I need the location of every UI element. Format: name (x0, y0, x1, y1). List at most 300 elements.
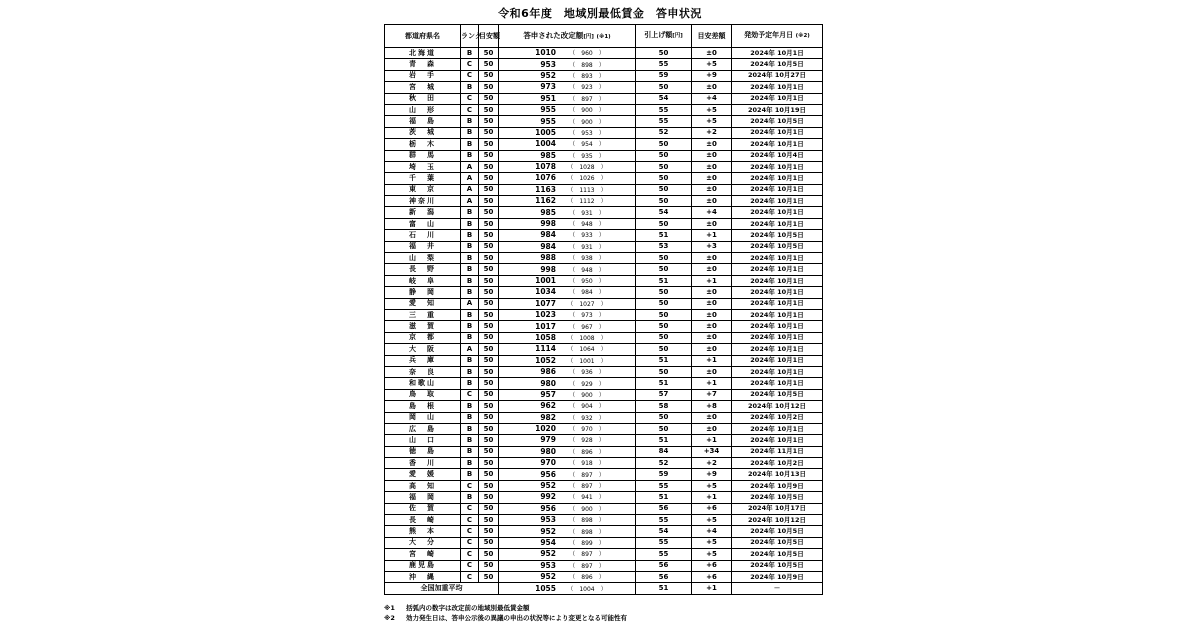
target-cell: 50 (479, 549, 499, 560)
previous-amount: （ 936 ） (569, 369, 605, 377)
table-row (385, 537, 823, 548)
previous-amount: （ 1008 ） (567, 334, 607, 342)
revised-amount: 1004 (535, 139, 556, 149)
increase-cell: 51 (636, 435, 692, 446)
table-row (385, 82, 823, 93)
revised-amount-cell (499, 537, 636, 548)
table-row (385, 230, 823, 241)
effective-date-cell: 2024年 10月5日 (732, 389, 823, 400)
increase-cell: 50 (636, 321, 692, 332)
previous-amount: （ 904 ） (569, 403, 605, 411)
effective-date-cell: 2024年 10月1日 (732, 355, 823, 366)
effective-date-cell: 2024年 10月1日 (732, 253, 823, 264)
rank-cell: B (461, 139, 479, 150)
increase-cell: 50 (636, 423, 692, 434)
previous-amount: （ 900 ） (569, 107, 605, 115)
average-row (385, 583, 823, 594)
effective-date-cell: 2024年 10月1日 (732, 344, 823, 355)
target-cell: 50 (479, 173, 499, 184)
revised-amount: 1052 (535, 355, 556, 365)
previous-amount: （ 897 ） (569, 551, 605, 559)
target-cell: 50 (479, 116, 499, 127)
effective-date-cell: 2024年 10月5日 (732, 116, 823, 127)
effective-date-cell: 2024年 10月5日 (732, 241, 823, 252)
target-cell: 50 (479, 503, 499, 514)
header-revised-label: 答申された改定額 (523, 30, 584, 40)
revised-amount-cell (499, 503, 636, 514)
header-prefecture: 都道府県名 (385, 25, 461, 48)
table-row (385, 458, 823, 469)
effective-date-cell: 2024年 10月1日 (732, 332, 823, 343)
revised-amount-cell (499, 93, 636, 104)
previous-amount: （ 954 ） (569, 141, 605, 149)
rank-cell: C (461, 104, 479, 115)
previous-amount: （ 970 ） (569, 426, 605, 434)
previous-amount: （ 933 ） (569, 232, 605, 240)
target-cell: 50 (479, 104, 499, 115)
revised-amount-cell (499, 127, 636, 138)
rank-cell: A (461, 173, 479, 184)
prefecture-name: 宮 城 (385, 82, 461, 93)
previous-amount: （ 897 ） (569, 471, 605, 479)
header-effective (732, 25, 823, 48)
table-row (385, 264, 823, 275)
previous-amount: （ 923 ） (569, 84, 605, 92)
table-row (385, 560, 823, 571)
target-cell: 50 (479, 537, 499, 548)
revised-amount-cell (499, 458, 636, 469)
revised-amount: 1020 (535, 424, 556, 434)
revised-amount: 998 (540, 264, 556, 274)
prefecture-name: 大 阪 (385, 344, 461, 355)
table-row (385, 332, 823, 343)
prefecture-name: 三 重 (385, 309, 461, 320)
revised-amount-cell (499, 526, 636, 537)
rank-cell: B (461, 446, 479, 457)
effective-date-cell: 2024年 10月5日 (732, 59, 823, 70)
increase-cell: 58 (636, 401, 692, 412)
effective-date-cell: 2024年 10月1日 (732, 366, 823, 377)
table-row (385, 503, 823, 514)
prefecture-name: 滋 賀 (385, 321, 461, 332)
revised-amount: 955 (540, 105, 556, 115)
average-label: 全国加重平均 (385, 583, 499, 594)
table-row (385, 184, 823, 195)
target-cell: 50 (479, 59, 499, 70)
increase-cell: 50 (636, 298, 692, 309)
increase-cell: 56 (636, 560, 692, 571)
rank-cell: C (461, 537, 479, 548)
revised-amount-cell (499, 560, 636, 571)
revised-amount-cell (499, 264, 636, 275)
revised-amount-cell (499, 571, 636, 582)
previous-amount: （ 950 ） (569, 278, 605, 285)
prefecture-name: 石 川 (385, 230, 461, 241)
effective-date-cell: 2024年 10月1日 (732, 93, 823, 104)
table-row (385, 571, 823, 582)
prefecture-name: 愛 知 (385, 298, 461, 309)
prefecture-name: 福 島 (385, 116, 461, 127)
prefecture-name: 群 馬 (385, 150, 461, 161)
target-cell: 50 (479, 332, 499, 343)
increase-cell: 50 (636, 366, 692, 377)
revised-amount: 956 (540, 503, 556, 513)
prefecture-name: 岐 阜 (385, 275, 461, 286)
effective-date-cell: 2024年 10月9日 (732, 480, 823, 491)
target-cell: 50 (479, 253, 499, 264)
revised-amount-cell (499, 389, 636, 400)
effective-date-cell: 2024年 10月1日 (732, 173, 823, 184)
increase-cell: 51 (636, 583, 692, 594)
increase-cell: 51 (636, 355, 692, 366)
rank-cell: B (461, 378, 479, 389)
diff-cell: ±0 (692, 287, 732, 298)
previous-amount: （ 898 ） (569, 528, 605, 536)
diff-cell: +3 (692, 241, 732, 252)
rank-cell: B (461, 150, 479, 161)
diff-cell: +1 (692, 492, 732, 503)
increase-cell: 50 (636, 184, 692, 195)
table-row (385, 173, 823, 184)
table-row (385, 59, 823, 70)
revised-amount: 982 (540, 412, 556, 422)
increase-cell: 50 (636, 412, 692, 423)
target-cell: 50 (479, 366, 499, 377)
revised-amount-cell (499, 196, 636, 207)
previous-amount: （ 1064 ） (567, 346, 607, 354)
revised-amount: 953 (540, 560, 556, 570)
effective-date-cell: 2024年 10月13日 (732, 469, 823, 480)
diff-cell: +5 (692, 104, 732, 115)
diff-cell: ±0 (692, 48, 732, 59)
revised-amount: 1005 (535, 127, 556, 137)
increase-cell: 55 (636, 104, 692, 115)
effective-date-cell: 2024年 10月27日 (732, 70, 823, 81)
footnote-2-text: 効力発生日は、答申公示後の異議の申出の状況等により変更となる可能性有 (406, 614, 627, 622)
prefecture-name: 和歌山 (385, 378, 461, 389)
header-revised-unit: [円] (583, 33, 594, 40)
target-cell: 50 (479, 412, 499, 423)
table-row (385, 389, 823, 400)
revised-amount-cell (499, 515, 636, 526)
prefecture-name: 鹿児島 (385, 560, 461, 571)
header-revised (499, 25, 636, 48)
effective-date-cell: 2024年 10月9日 (732, 571, 823, 582)
prefecture-name: 大 分 (385, 537, 461, 548)
revised-amount: 1163 (535, 184, 556, 194)
revised-amount: 1023 (535, 310, 556, 320)
table-row (385, 366, 823, 377)
table-row (385, 309, 823, 320)
revised-amount: 998 (540, 219, 556, 229)
rank-cell: B (461, 469, 479, 480)
effective-date-cell: 2024年 10月1日 (732, 298, 823, 309)
increase-cell: 50 (636, 48, 692, 59)
rank-cell: C (461, 515, 479, 526)
increase-cell: 50 (636, 264, 692, 275)
rank-cell: C (461, 571, 479, 582)
target-cell: 50 (479, 48, 499, 59)
rank-cell: B (461, 309, 479, 320)
table-row (385, 344, 823, 355)
effective-date-cell: 2024年 10月2日 (732, 458, 823, 469)
effective-date-cell: 2024年 10月1日 (732, 423, 823, 434)
diff-cell: ±0 (692, 309, 732, 320)
effective-date-cell: 2024年 11月1日 (732, 446, 823, 457)
effective-date-cell: 2024年 10月1日 (732, 184, 823, 195)
table-header-row (385, 25, 823, 48)
previous-amount: （ 897 ） (569, 483, 605, 491)
rank-cell: B (461, 116, 479, 127)
footnote-2 (384, 613, 627, 623)
previous-amount: （ 898 ） (569, 517, 605, 525)
effective-date-cell: 2024年 10月5日 (732, 549, 823, 560)
prefecture-name: 宮 崎 (385, 549, 461, 560)
prefecture-name: 青 森 (385, 59, 461, 70)
target-cell: 50 (479, 207, 499, 218)
effective-date-cell: 2024年 10月1日 (732, 275, 823, 286)
effective-date-cell: 2024年 10月1日 (732, 82, 823, 93)
revised-amount: 985 (540, 207, 556, 217)
increase-cell: 51 (636, 230, 692, 241)
revised-amount: 952 (540, 549, 556, 559)
target-cell: 50 (479, 378, 499, 389)
diff-cell: +1 (692, 355, 732, 366)
revised-amount: 957 (540, 389, 556, 399)
table-row (385, 275, 823, 286)
increase-cell: 59 (636, 70, 692, 81)
table-row (385, 549, 823, 560)
diff-cell: ±0 (692, 344, 732, 355)
diff-cell: ±0 (692, 412, 732, 423)
increase-cell: 50 (636, 309, 692, 320)
rank-cell: B (461, 458, 479, 469)
target-cell: 50 (479, 241, 499, 252)
rank-cell: C (461, 59, 479, 70)
diff-cell: +5 (692, 116, 732, 127)
effective-date-cell: 2024年 10月5日 (732, 560, 823, 571)
effective-date-cell: 2024年 10月1日 (732, 127, 823, 138)
target-cell: 50 (479, 446, 499, 457)
previous-amount: （ 900 ） (569, 118, 605, 126)
diff-cell: ±0 (692, 139, 732, 150)
diff-cell: +1 (692, 583, 732, 594)
revised-amount-cell (499, 253, 636, 264)
prefecture-name: 北海道 (385, 48, 461, 59)
revised-amount: 1017 (535, 321, 556, 331)
diff-cell: +7 (692, 389, 732, 400)
diff-cell: +5 (692, 480, 732, 491)
previous-amount: （ 899 ） (569, 539, 605, 547)
revised-amount: 980 (540, 378, 556, 388)
diff-cell: ±0 (692, 332, 732, 343)
target-cell: 50 (479, 161, 499, 172)
diff-cell: +4 (692, 207, 732, 218)
rank-cell: B (461, 366, 479, 377)
diff-cell: ±0 (692, 184, 732, 195)
revised-amount: 1162 (535, 196, 556, 206)
effective-date-cell: 2024年 10月1日 (732, 378, 823, 389)
increase-cell: 51 (636, 275, 692, 286)
table-row (385, 104, 823, 115)
rank-cell: C (461, 526, 479, 537)
target-cell: 50 (479, 492, 499, 503)
previous-amount: （ 897 ） (569, 95, 605, 103)
rank-cell: B (461, 332, 479, 343)
target-cell: 50 (479, 515, 499, 526)
rank-cell: B (461, 48, 479, 59)
target-cell: 50 (479, 264, 499, 275)
rank-cell: C (461, 503, 479, 514)
revised-amount: 988 (540, 253, 556, 263)
revised-amount: 979 (540, 435, 556, 445)
increase-cell: 55 (636, 116, 692, 127)
rank-cell: B (461, 401, 479, 412)
target-cell: 50 (479, 480, 499, 491)
effective-date-cell: 2024年 10月5日 (732, 526, 823, 537)
table-row (385, 526, 823, 537)
prefecture-name: 鳥 取 (385, 389, 461, 400)
revised-amount-cell (499, 59, 636, 70)
effective-date-cell: 2024年 10月1日 (732, 264, 823, 275)
revised-amount: 970 (540, 458, 556, 468)
revised-amount: 984 (540, 241, 556, 251)
diff-cell: +2 (692, 458, 732, 469)
target-cell: 50 (479, 309, 499, 320)
table-row (385, 446, 823, 457)
previous-amount: （ 1113 ） (567, 186, 607, 194)
prefecture-name: 福 岡 (385, 492, 461, 503)
prefecture-name: 沖 縄 (385, 571, 461, 582)
rank-cell: C (461, 560, 479, 571)
increase-cell: 56 (636, 503, 692, 514)
diff-cell: +8 (692, 401, 732, 412)
prefecture-name: 山 形 (385, 104, 461, 115)
previous-amount: （ 898 ） (569, 61, 605, 69)
rank-cell: B (461, 207, 479, 218)
previous-amount: （ 953 ） (569, 129, 605, 137)
revised-amount-cell (499, 423, 636, 434)
diff-cell: +6 (692, 560, 732, 571)
revised-amount-cell (499, 287, 636, 298)
increase-cell: 54 (636, 207, 692, 218)
previous-amount: （ 1004 ） (567, 585, 607, 593)
table-row (385, 253, 823, 264)
revised-amount-cell (499, 401, 636, 412)
rank-cell: B (461, 82, 479, 93)
diff-cell: +4 (692, 526, 732, 537)
revised-amount-cell (499, 275, 636, 286)
header-effective-note: (※2) (795, 33, 810, 39)
header-diff: 目安差額 (692, 25, 732, 48)
previous-amount: （ 1112 ） (567, 198, 607, 206)
revised-amount: 1034 (535, 287, 556, 297)
revised-amount-cell (499, 298, 636, 309)
prefecture-name: 奈 良 (385, 366, 461, 377)
revised-amount-cell (499, 446, 636, 457)
table-row (385, 298, 823, 309)
prefecture-name: 新 潟 (385, 207, 461, 218)
effective-date-cell: 2024年 10月1日 (732, 287, 823, 298)
previous-amount: （ 1026 ） (567, 175, 607, 183)
revised-amount-cell (499, 116, 636, 127)
previous-amount: （ 893 ） (569, 72, 605, 80)
increase-cell: 50 (636, 287, 692, 298)
effective-date-cell: 2024年 10月1日 (732, 435, 823, 446)
rank-cell: B (461, 230, 479, 241)
prefecture-name: 広 島 (385, 423, 461, 434)
target-cell: 50 (479, 355, 499, 366)
rank-cell: A (461, 196, 479, 207)
rank-cell: C (461, 549, 479, 560)
revised-amount-cell (499, 412, 636, 423)
increase-cell: 57 (636, 389, 692, 400)
target-cell: 50 (479, 389, 499, 400)
revised-amount-cell (499, 583, 636, 594)
table-row (385, 492, 823, 503)
prefecture-name: 島 根 (385, 401, 461, 412)
revised-amount: 953 (540, 59, 556, 69)
effective-date-cell: 2024年 10月2日 (732, 412, 823, 423)
revised-amount-cell (499, 218, 636, 229)
effective-date-cell: 2024年 10月1日 (732, 207, 823, 218)
revised-amount: 984 (540, 230, 556, 240)
diff-cell: +1 (692, 230, 732, 241)
prefecture-name: 静 岡 (385, 287, 461, 298)
previous-amount: （ 948 ） (569, 266, 605, 274)
revised-amount-cell (499, 378, 636, 389)
previous-amount: （ 897 ） (569, 562, 605, 570)
revised-amount-cell (499, 230, 636, 241)
effective-date-cell: 2024年 10月4日 (732, 150, 823, 161)
rank-cell: B (461, 275, 479, 286)
footnote-1 (384, 603, 627, 613)
previous-amount: （ 973 ） (569, 312, 605, 320)
table-row (385, 218, 823, 229)
table-row (385, 93, 823, 104)
table-row (385, 161, 823, 172)
revised-amount: 953 (540, 515, 556, 525)
rank-cell: A (461, 161, 479, 172)
diff-cell: +9 (692, 469, 732, 480)
prefecture-name: 愛 媛 (385, 469, 461, 480)
table-row (385, 207, 823, 218)
revised-amount: 1010 (535, 48, 556, 58)
diff-cell: +1 (692, 435, 732, 446)
revised-amount: 980 (540, 446, 556, 456)
increase-cell: 50 (636, 173, 692, 184)
revised-amount-cell (499, 104, 636, 115)
effective-date-cell: 2024年 10月1日 (732, 309, 823, 320)
revised-amount: 954 (540, 537, 556, 547)
table-row (385, 412, 823, 423)
effective-date-cell: 2024年 10月17日 (732, 503, 823, 514)
effective-date-cell: 2024年 10月5日 (732, 230, 823, 241)
previous-amount: （ 938 ） (569, 255, 605, 263)
diff-cell: ±0 (692, 423, 732, 434)
increase-cell: 53 (636, 241, 692, 252)
table-row (385, 435, 823, 446)
rank-cell: B (461, 287, 479, 298)
previous-amount: （ 1001 ） (567, 357, 607, 365)
diff-cell: ±0 (692, 196, 732, 207)
table-row (385, 139, 823, 150)
increase-cell: 55 (636, 480, 692, 491)
increase-cell: 51 (636, 378, 692, 389)
effective-date-cell: 2024年 10月1日 (732, 218, 823, 229)
diff-cell: ±0 (692, 82, 732, 93)
prefecture-name: 長 崎 (385, 515, 461, 526)
